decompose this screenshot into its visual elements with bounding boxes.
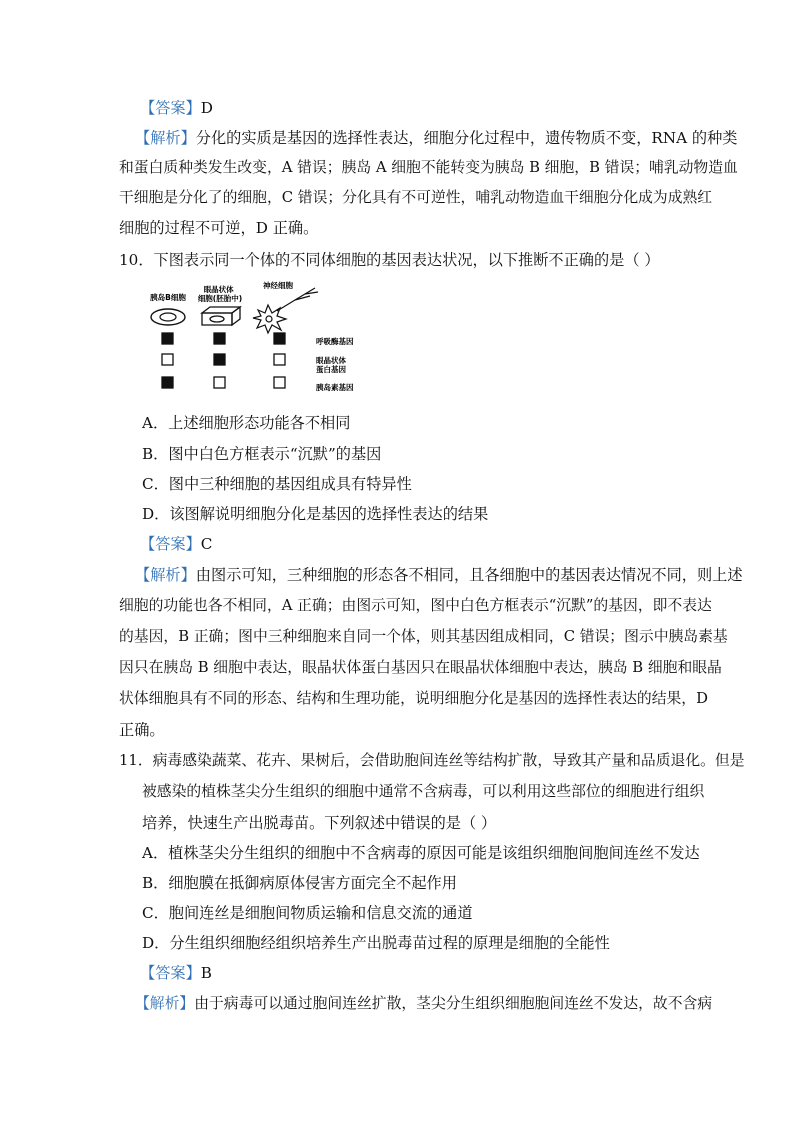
gene-box-insulin-islet-b — [162, 377, 173, 388]
cell-label-lens: 眼晶状体 细胞(胚胎中) — [197, 285, 243, 303]
option-c: C．胞间连丝是细胞间物质运输和信息交流的通道 — [142, 904, 473, 922]
answer-tag: 【答案】 — [140, 964, 201, 982]
gene-label-insulin: 胰岛素基因 — [316, 383, 354, 392]
analysis-line — [135, 564, 743, 586]
gene-box-insulin-neuron — [274, 377, 285, 388]
gene-expression-figure — [140, 280, 380, 398]
option-d: D．分生组织细胞经组织培养生产出脱毒苗过程的原理是细胞的全能性 — [142, 934, 610, 952]
analysis-tag: 【解析】 — [135, 566, 196, 584]
gene-box-insulin-lens — [214, 377, 225, 388]
analysis-text: 由图示可知，三种细胞的形态各不相同，且各细胞中的基因表达情况不同，则上述 — [195, 566, 743, 584]
islet-b-cell-drawing — [151, 309, 185, 325]
cell-label-neuron: 神经细胞 — [263, 281, 293, 290]
analysis-line: 细胞的过程不可逆，D 正确。 — [119, 219, 319, 237]
option-c: C．图中三种细胞的基因组成具有特异性 — [142, 475, 412, 493]
analysis-line: 的基因，B 正确；图中三种细胞来自同一个体，则其基因组成相同，C 错误；图示中胰岛素基 — [119, 628, 728, 645]
analysis-line: 正确。 — [119, 721, 165, 739]
analysis-text: 分化的实质是基因的选择性表达，细胞分化过程中，遗传物质不变，RNA 的种类 — [195, 129, 738, 147]
gene-box-lens-protein-islet-b — [162, 354, 173, 365]
analysis-line: 和蛋白质种类发生改变，A 错误；胰岛 A 细胞不能转变为胰岛 B 细胞，B 错误；哺乳动物造血 — [119, 159, 738, 176]
gene-box-respiratory-neuron — [274, 333, 285, 344]
answer-value: C — [200, 535, 213, 553]
option-a: A．植株茎尖分生组织的细胞中不含病毒的原因可能是该组织细胞间胞间连丝不发达 — [142, 844, 700, 862]
answer-line — [140, 533, 212, 555]
analysis-line: 细胞的功能也各不相同，A 正确；由图示可知，图中白色方框表示“沉默”的基因，即不表达 — [119, 597, 712, 614]
answer-tag: 【答案】 — [140, 99, 201, 117]
question-stem: 培养，快速生产出脱毒苗。下列叙述中错误的是（ ） — [142, 814, 497, 832]
gene-box-lens-protein-neuron — [274, 354, 285, 365]
analysis-line: 干细胞是分化了的细胞，C 错误；分化具有不可逆性，哺乳动物造血干细胞分化成为成熟红 — [119, 189, 713, 206]
option-b: B．细胞膜在抵御病原体侵害方面完全不起作用 — [142, 874, 457, 892]
option-b: B．图中白色方框表示“沉默”的基因 — [142, 445, 382, 463]
analysis-tag: 【解析】 — [135, 129, 196, 147]
neuron-drawing — [253, 288, 318, 333]
answer-line — [140, 962, 212, 984]
question-stem: 11．病毒感染蔬菜、花卉、果树后，会借助胞间连丝等结构扩散，导致其产量和品质退化。但是 — [119, 752, 745, 769]
option-a: A．上述细胞形态功能各不相同 — [142, 414, 351, 432]
analysis-line — [135, 993, 712, 1015]
analysis-line: 因只在胰岛 B 细胞中表达，眼晶状体蛋白基因只在眼晶状体细胞中表达，胰岛 B 细胞和眼晶 — [119, 659, 722, 676]
gene-box-lens-protein-lens — [214, 354, 225, 365]
analysis-line: 状体细胞具有不同的形态、结构和生理功能，说明细胞分化是基因的选择性表达的结果，D — [119, 690, 708, 707]
gene-label-lens-protein: 眼晶状体 蛋白基因 — [316, 356, 346, 374]
analysis-text: 由于病毒可以通过胞间连丝扩散，茎尖分生组织细胞胞间连丝不发达，故不含病 — [194, 995, 713, 1012]
answer-value: B — [200, 964, 212, 982]
answer-value: D — [200, 99, 213, 117]
analysis-line — [135, 127, 737, 149]
option-d: D．该图解说明细胞分化是基因的选择性表达的结果 — [142, 505, 489, 523]
gene-box-respiratory-lens — [214, 333, 225, 344]
cell-label-islet-b: 胰岛B细胞 — [150, 293, 186, 302]
gene-box-respiratory-islet-b — [162, 333, 173, 344]
question-stem: 10．下图表示同一个体的不同体细胞的基因表达状况，以下推断不正确的是（ ） — [119, 251, 660, 269]
answer-line — [140, 97, 213, 119]
question-stem: 被感染的植株茎尖分生组织的细胞中通常不含病毒，可以利用这些部位的细胞进行组织 — [142, 783, 705, 800]
gene-label-respiratory: 呼吸酶基因 — [316, 337, 354, 346]
lens-cell-drawing — [202, 307, 240, 325]
answer-tag: 【答案】 — [140, 535, 201, 553]
analysis-tag: 【解析】 — [135, 995, 195, 1012]
gene-expression-grid — [162, 333, 285, 388]
